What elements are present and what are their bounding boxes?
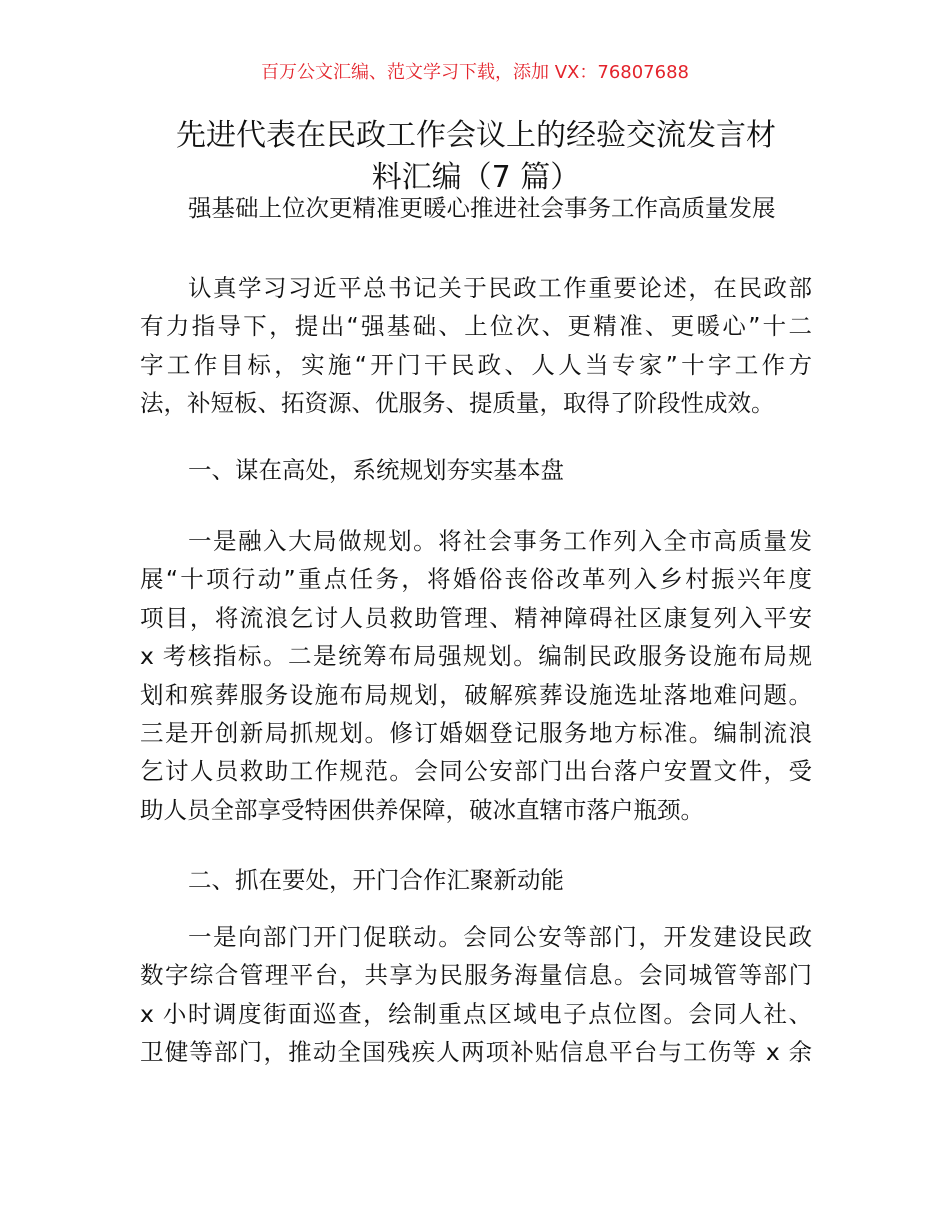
section-heading-2: [140, 861, 812, 899]
text-line: 助人员全部享受特困供养保障，破冰直辖市落户瓶颈。: [140, 795, 704, 824]
text-line: 划和殡葬服务设施布局规划，破解殡葬设施选址落地难问题。: [140, 680, 812, 709]
text-line: 一是向部门开门促联动。会同公安等部门，开发建设民政: [188, 923, 812, 951]
section-subtitle: [140, 189, 812, 227]
text-line: 有力指导下，提出“强基础、上位次、更精准、更暖心”十二: [140, 312, 812, 341]
section-heading-1: [140, 451, 812, 489]
text-line: x 小时调度街面巡查，绘制重点区域电子点位图。会同人社、: [140, 999, 812, 1028]
body-paragraph-2: [140, 918, 812, 1072]
text-line: 三是开创新局抓规划。修订婚姻登记服务地方标准。编制流浪: [140, 718, 812, 747]
text-line: 字工作目标，实施“开门干民政、人人当专家”十字工作方: [140, 350, 812, 379]
text-line: 二、抓在要处，开门合作汇聚新动能: [188, 866, 564, 894]
text-line: 一、谋在高处，系统规划夯实基本盘: [188, 456, 564, 484]
title-line: 料汇编（7 篇）: [371, 160, 581, 195]
text-line: 卫健等部门，推动全国残疾人两项补贴信息平台与工伤等 x 余: [140, 1038, 812, 1067]
text-line: 展“十项行动”重点任务，将婚俗丧俗改革列入乡村振兴年度: [140, 565, 812, 594]
intro-paragraph: [140, 269, 812, 423]
text-line: 数字综合管理平台，共享为民服务海量信息。会同城管等部门: [140, 961, 812, 990]
watermark-banner: 百万公文汇编、范文学习下载，添加 VX：76807688: [261, 62, 689, 83]
body-paragraph-1: [140, 522, 812, 829]
text-line: 乞讨人员救助工作规范。会同公安部门出台落户安置文件，受: [140, 757, 812, 786]
text-line: 强基础上位次更精准更暖心推进社会事务工作高质量发展: [188, 194, 776, 222]
title-line: 先进代表在民政工作会议上的经验交流发言材: [176, 118, 776, 153]
document-title: [140, 115, 812, 199]
text-line: x 考核指标。二是统筹布局强规划。编制民政服务设施布局规: [140, 642, 812, 671]
text-line: 一是融入大局做规划。将社会事务工作列入全市高质量发: [188, 527, 812, 555]
text-line: 项目，将流浪乞讨人员救助管理、精神障碍社区康复列入平安: [140, 603, 812, 632]
text-line: 认真学习习近平总书记关于民政工作重要论述，在民政部: [188, 274, 812, 302]
text-line: 法，补短板、拓资源、优服务、提质量，取得了阶段性成效。: [140, 389, 775, 418]
